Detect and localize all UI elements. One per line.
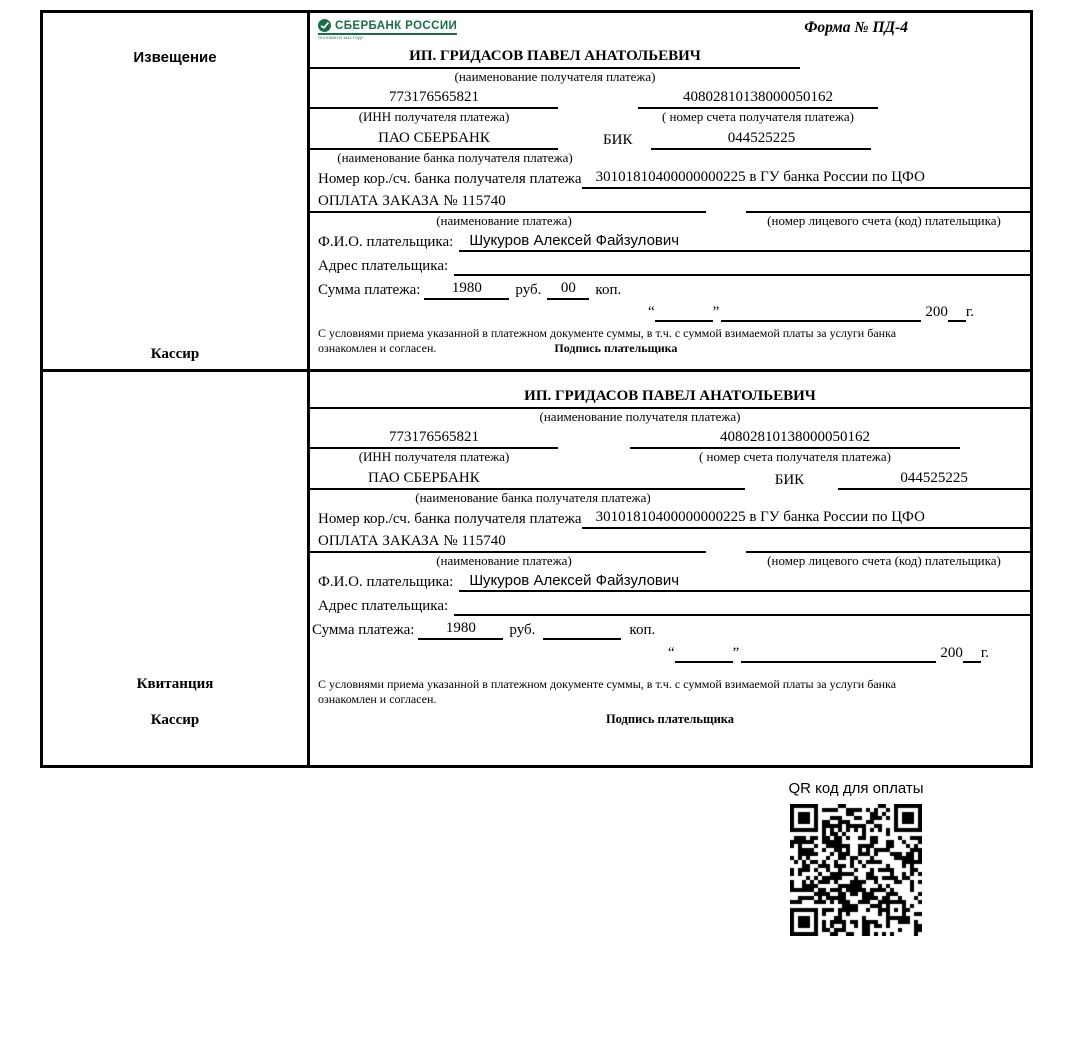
notice-header-row xyxy=(310,19,1030,47)
personal-account-field xyxy=(746,532,1030,553)
date-line: “ ” 200 г. xyxy=(648,301,1030,322)
amount-rub-value: 1980 xyxy=(424,279,509,300)
payer-name-label: Ф.И.О. плательщика: xyxy=(318,574,454,590)
bank-name-caption: (наименование банка получателя платежа) xyxy=(337,150,573,165)
purpose-caption: (наименование платежа) xyxy=(436,213,572,228)
payer-address-value xyxy=(454,255,1030,276)
year-suffix: г. xyxy=(965,304,975,320)
sberbank-icon xyxy=(318,19,331,32)
amount-rub-value: 1980 xyxy=(418,619,503,640)
receipt-form-area xyxy=(310,372,1030,765)
personal-account-field xyxy=(746,192,1030,213)
bik-value: 044525225 xyxy=(651,129,871,150)
bank-name-caption: (наименование банка получателя платежа) xyxy=(415,490,651,505)
signature-label: Подпись плательщика xyxy=(605,712,735,726)
amount-label: Сумма платежа: xyxy=(312,622,415,638)
date-line: “ ” 200 г. xyxy=(668,642,1030,663)
payer-name-value: Шукуров Алексей Файзулович xyxy=(459,231,1030,252)
qr-block xyxy=(758,780,954,936)
sberbank-wordmark: СБЕРБАНК РОССИИ xyxy=(335,19,458,32)
recipient-name-caption: (наименование получателя платежа) xyxy=(454,69,656,84)
bik-label: БИК xyxy=(603,132,633,148)
sberbank-tagline: ОСНОВАН В 1841 ГОДУ xyxy=(318,35,364,40)
date-month-field xyxy=(741,642,936,663)
notice-cashier-label: Кассир xyxy=(150,346,200,362)
corr-account-value: 30101810400000000225 в ГУ банка России по ЦФО xyxy=(582,508,1030,529)
account-value: 40802810138000050162 xyxy=(630,428,960,449)
recipient-name: ИП. ГРИДАСОВ ПАВЕЛ АНАТОЛЬЕВИЧ xyxy=(310,47,800,69)
payer-address-value xyxy=(454,595,1030,616)
personal-account-caption: (номер лицевого счета (код) плательщика) xyxy=(767,213,1001,228)
corr-account-label: Номер кор./сч. банка получателя платежа xyxy=(318,511,582,527)
bank-name-value: ПАО СБЕРБАНК xyxy=(310,129,558,150)
date-day-field xyxy=(655,301,713,322)
payer-name-label: Ф.И.О. плательщика: xyxy=(318,234,454,250)
inn-caption: (ИНН получателя платежа) xyxy=(358,449,510,464)
agreement-text: С условиями приема указанной в платежном документе суммы, в т.ч. с суммой взимаемой платы за услуги банка ознакомлен и согласен. xyxy=(318,677,897,706)
qr-caption: QR код для оплаты xyxy=(788,780,924,797)
year-suffix: г. xyxy=(980,645,990,661)
sberbank-logo xyxy=(318,19,457,40)
date-month-field xyxy=(721,301,921,322)
payment-purpose-value: ОПЛАТА ЗАКАЗА № 115740 xyxy=(310,532,706,553)
receipt-section xyxy=(43,372,1030,765)
account-caption: ( номер счета получателя платежа) xyxy=(698,449,892,464)
purpose-caption: (наименование платежа) xyxy=(436,553,572,568)
pd4-form xyxy=(40,10,1033,768)
account-caption: ( номер счета получателя платежа) xyxy=(661,109,855,124)
amount-kop-value xyxy=(543,619,621,640)
notice-section xyxy=(43,13,1030,372)
agreement-text: С условиями приема указанной в платежном документе суммы, в т.ч. с суммой взимаемой платы за услуги банка ознакомлен и согласен. Подпись плательщика xyxy=(318,326,897,355)
signature-label: Подпись плательщика xyxy=(554,341,678,355)
bank-name-value: ПАО СБЕРБАНК xyxy=(310,469,745,490)
corr-account-label: Номер кор./сч. банка получателя платежа xyxy=(318,171,582,187)
recipient-name-caption: (наименование получателя платежа) xyxy=(539,409,741,424)
inn-caption: (ИНН получателя платежа) xyxy=(358,109,510,124)
payer-name-value: Шукуров Алексей Файзулович xyxy=(459,571,1030,592)
qr-code xyxy=(790,804,922,936)
account-value: 40802810138000050162 xyxy=(638,88,878,109)
payer-address-label: Адрес плательщика: xyxy=(318,598,449,614)
personal-account-caption: (номер лицевого счета (код) плательщика) xyxy=(767,553,1001,568)
receipt-cashier-label: Кассир xyxy=(150,712,200,728)
inn-value: 773176565821 xyxy=(310,88,558,109)
receipt-title: Квитанция xyxy=(136,676,214,692)
recipient-name: ИП. ГРИДАСОВ ПАВЕЛ АНАТОЛЬЕВИЧ xyxy=(310,387,1030,409)
date-year-field xyxy=(948,301,966,322)
rub-label: руб. xyxy=(509,622,536,638)
date-year-field xyxy=(963,642,981,663)
rub-label: руб. xyxy=(515,282,542,298)
bik-label: БИК xyxy=(774,472,805,488)
notice-title: Извещение xyxy=(133,49,217,66)
year-prefix: 200 xyxy=(940,645,963,661)
payer-address-label: Адрес плательщика: xyxy=(318,258,449,274)
notice-left-column xyxy=(43,13,310,369)
payment-purpose-value: ОПЛАТА ЗАКАЗА № 115740 xyxy=(310,192,706,213)
corr-account-value: 30101810400000000225 в ГУ банка России по ЦФО xyxy=(582,168,1030,189)
bik-value: 044525225 xyxy=(838,469,1030,490)
amount-label: Сумма платежа: xyxy=(318,282,421,298)
form-code: Форма № ПД-4 xyxy=(804,19,908,36)
year-prefix: 200 xyxy=(925,304,948,320)
amount-kop-value: 00 xyxy=(547,279,589,300)
inn-value: 773176565821 xyxy=(310,428,558,449)
kop-label: коп. xyxy=(595,282,622,298)
date-day-field xyxy=(675,642,733,663)
notice-form-area xyxy=(310,13,1030,369)
kop-label: коп. xyxy=(629,622,656,638)
receipt-left-column xyxy=(43,372,310,765)
